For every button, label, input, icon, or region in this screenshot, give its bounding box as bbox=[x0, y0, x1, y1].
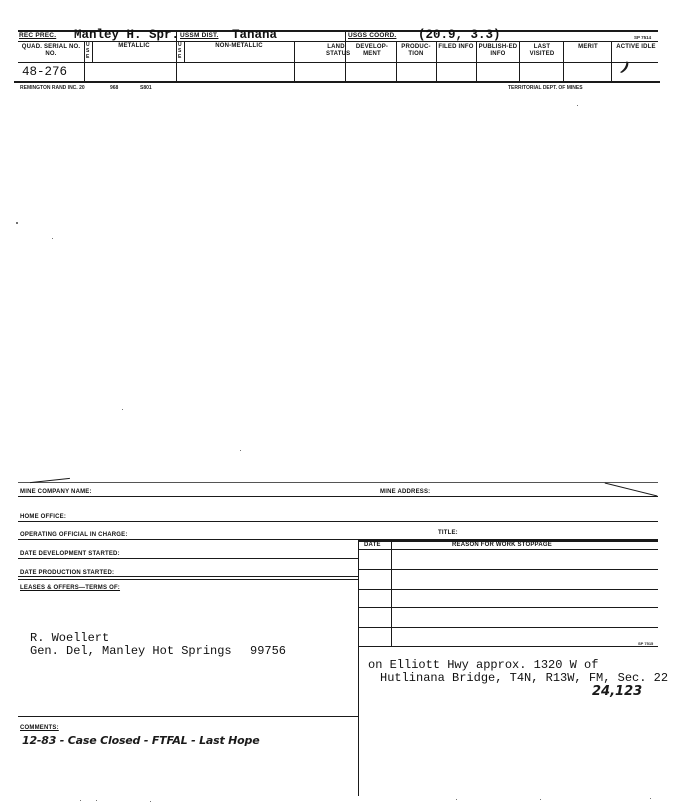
rule-date-prod-2 bbox=[18, 579, 358, 580]
mine-address-label: MINE ADDRESS: bbox=[380, 489, 431, 495]
col-use-1: U S E bbox=[86, 42, 90, 60]
col-land-status: LAND STATUS bbox=[326, 44, 351, 57]
active-idle-mark: ) bbox=[619, 59, 631, 77]
footer-left-3: S801 bbox=[140, 85, 152, 91]
col-div-prod bbox=[436, 41, 437, 81]
owner-address: Gen. Del, Manley Hot Springs bbox=[30, 644, 232, 658]
rec-prec-label: REC PREC. bbox=[19, 32, 57, 39]
col-div-pub bbox=[519, 41, 520, 81]
owner-name: R. Woellert bbox=[30, 631, 110, 645]
stoppage-header-bottom bbox=[358, 549, 658, 550]
rule-date-dev bbox=[18, 558, 358, 559]
speck bbox=[650, 798, 651, 799]
stoppage-row-5 bbox=[358, 646, 658, 647]
stoppage-reason-label: REASON FOR WORK STOPPAGE bbox=[452, 542, 552, 548]
date-prod-started-label: DATE PRODUCTION STARTED: bbox=[20, 570, 115, 576]
leases-label: LEASES & OFFERS—TERMS OF: bbox=[20, 585, 121, 591]
footer-left-2: 968 bbox=[110, 85, 119, 91]
location-line-1: on Elliott Hwy approx. 1320 W of bbox=[368, 658, 599, 672]
col-div-land bbox=[294, 41, 295, 81]
col-development: DEVELOP-MENT bbox=[355, 44, 389, 57]
col-div-dev bbox=[396, 41, 397, 81]
rule-comments bbox=[18, 716, 358, 717]
handwritten-number: 24,123 bbox=[592, 684, 643, 699]
home-office-label: HOME OFFICE: bbox=[20, 514, 67, 520]
speck bbox=[540, 799, 541, 800]
col-div-use1 bbox=[84, 41, 85, 81]
owner-zip: 99756 bbox=[250, 644, 287, 658]
rule-home-office bbox=[18, 521, 658, 522]
col-filed-info: FILED INFO bbox=[438, 44, 474, 50]
swoosh-right bbox=[605, 482, 658, 496]
speck bbox=[456, 799, 457, 800]
col-div-last bbox=[563, 41, 564, 81]
title-label: TITLE: bbox=[438, 530, 458, 536]
usgs-coord-value: (20.9, 3.3) bbox=[418, 28, 501, 42]
speck bbox=[150, 801, 151, 802]
speck bbox=[577, 105, 578, 106]
col-active-idle: ACTIVE IDLE bbox=[616, 44, 656, 50]
quad-serial-value: 48-276 bbox=[22, 65, 68, 79]
col-last-visited: LAST VISITED bbox=[529, 44, 555, 57]
lower-center-divider bbox=[358, 646, 359, 796]
speck bbox=[80, 800, 81, 801]
rule-mine-company bbox=[18, 496, 658, 497]
handwritten-comment: 12-83 - Case Closed - FTFAL - Last Hope bbox=[22, 734, 260, 747]
stoppage-row-4 bbox=[358, 627, 658, 628]
form-number: SP 7514 bbox=[634, 35, 652, 40]
comments-label: COMMENTS: bbox=[20, 725, 59, 731]
col-metallic: METALLIC bbox=[118, 43, 150, 49]
col-div-filed bbox=[476, 41, 477, 81]
col-div-merit bbox=[611, 41, 612, 81]
col-use-2: U S E bbox=[178, 42, 182, 60]
stoppage-row-2 bbox=[358, 589, 658, 590]
date-dev-started-label: DATE DEVELOPMENT STARTED: bbox=[20, 551, 120, 557]
stoppage-row-1 bbox=[358, 569, 658, 570]
speck bbox=[240, 450, 241, 451]
rec-prec-value: Manley H. Spr. bbox=[74, 28, 180, 42]
col-div-use1b bbox=[92, 41, 93, 62]
data-row-bottom bbox=[14, 81, 660, 83]
speck bbox=[16, 222, 18, 224]
col-non-metallic: NON-METALLIC bbox=[215, 43, 263, 49]
col-published-info: PUBLISH-ED INFO bbox=[478, 44, 518, 57]
location-line-2: Hutlinana Bridge, T4N, R13W, FM, Sec. 22 bbox=[380, 671, 669, 685]
operating-official-label: OPERATING OFFICIAL IN CHARGE: bbox=[20, 532, 128, 538]
speck bbox=[122, 409, 123, 410]
footer-right: TERRITORIAL DEPT. OF MINES bbox=[508, 85, 583, 91]
mine-company-name-label: MINE COMPANY NAME: bbox=[20, 489, 92, 495]
speck bbox=[96, 800, 97, 801]
ussm-dist-label: USSM DIST. bbox=[180, 32, 219, 39]
form-number-2: SP 7515 bbox=[638, 641, 654, 646]
footer-left: REMINGTON RAND INC. 20 bbox=[20, 85, 85, 91]
col-quad-serial: QUAD. SERIAL NO. NO. bbox=[21, 44, 81, 57]
usgs-coord-label: USGS COORD. bbox=[348, 32, 397, 39]
speck bbox=[52, 238, 53, 239]
lower-top-border bbox=[18, 482, 658, 483]
stoppage-left bbox=[358, 540, 359, 647]
columns-row-divider bbox=[18, 62, 658, 63]
col-div-use2b bbox=[184, 41, 185, 62]
col-merit: MERIT bbox=[578, 44, 598, 50]
col-production: PRODUC-TION bbox=[401, 44, 431, 57]
ussm-dist-value: Tanana bbox=[232, 28, 278, 42]
stoppage-row-3 bbox=[358, 607, 658, 608]
stoppage-date-label: DATE bbox=[364, 542, 381, 548]
stoppage-date-divider bbox=[391, 540, 392, 647]
